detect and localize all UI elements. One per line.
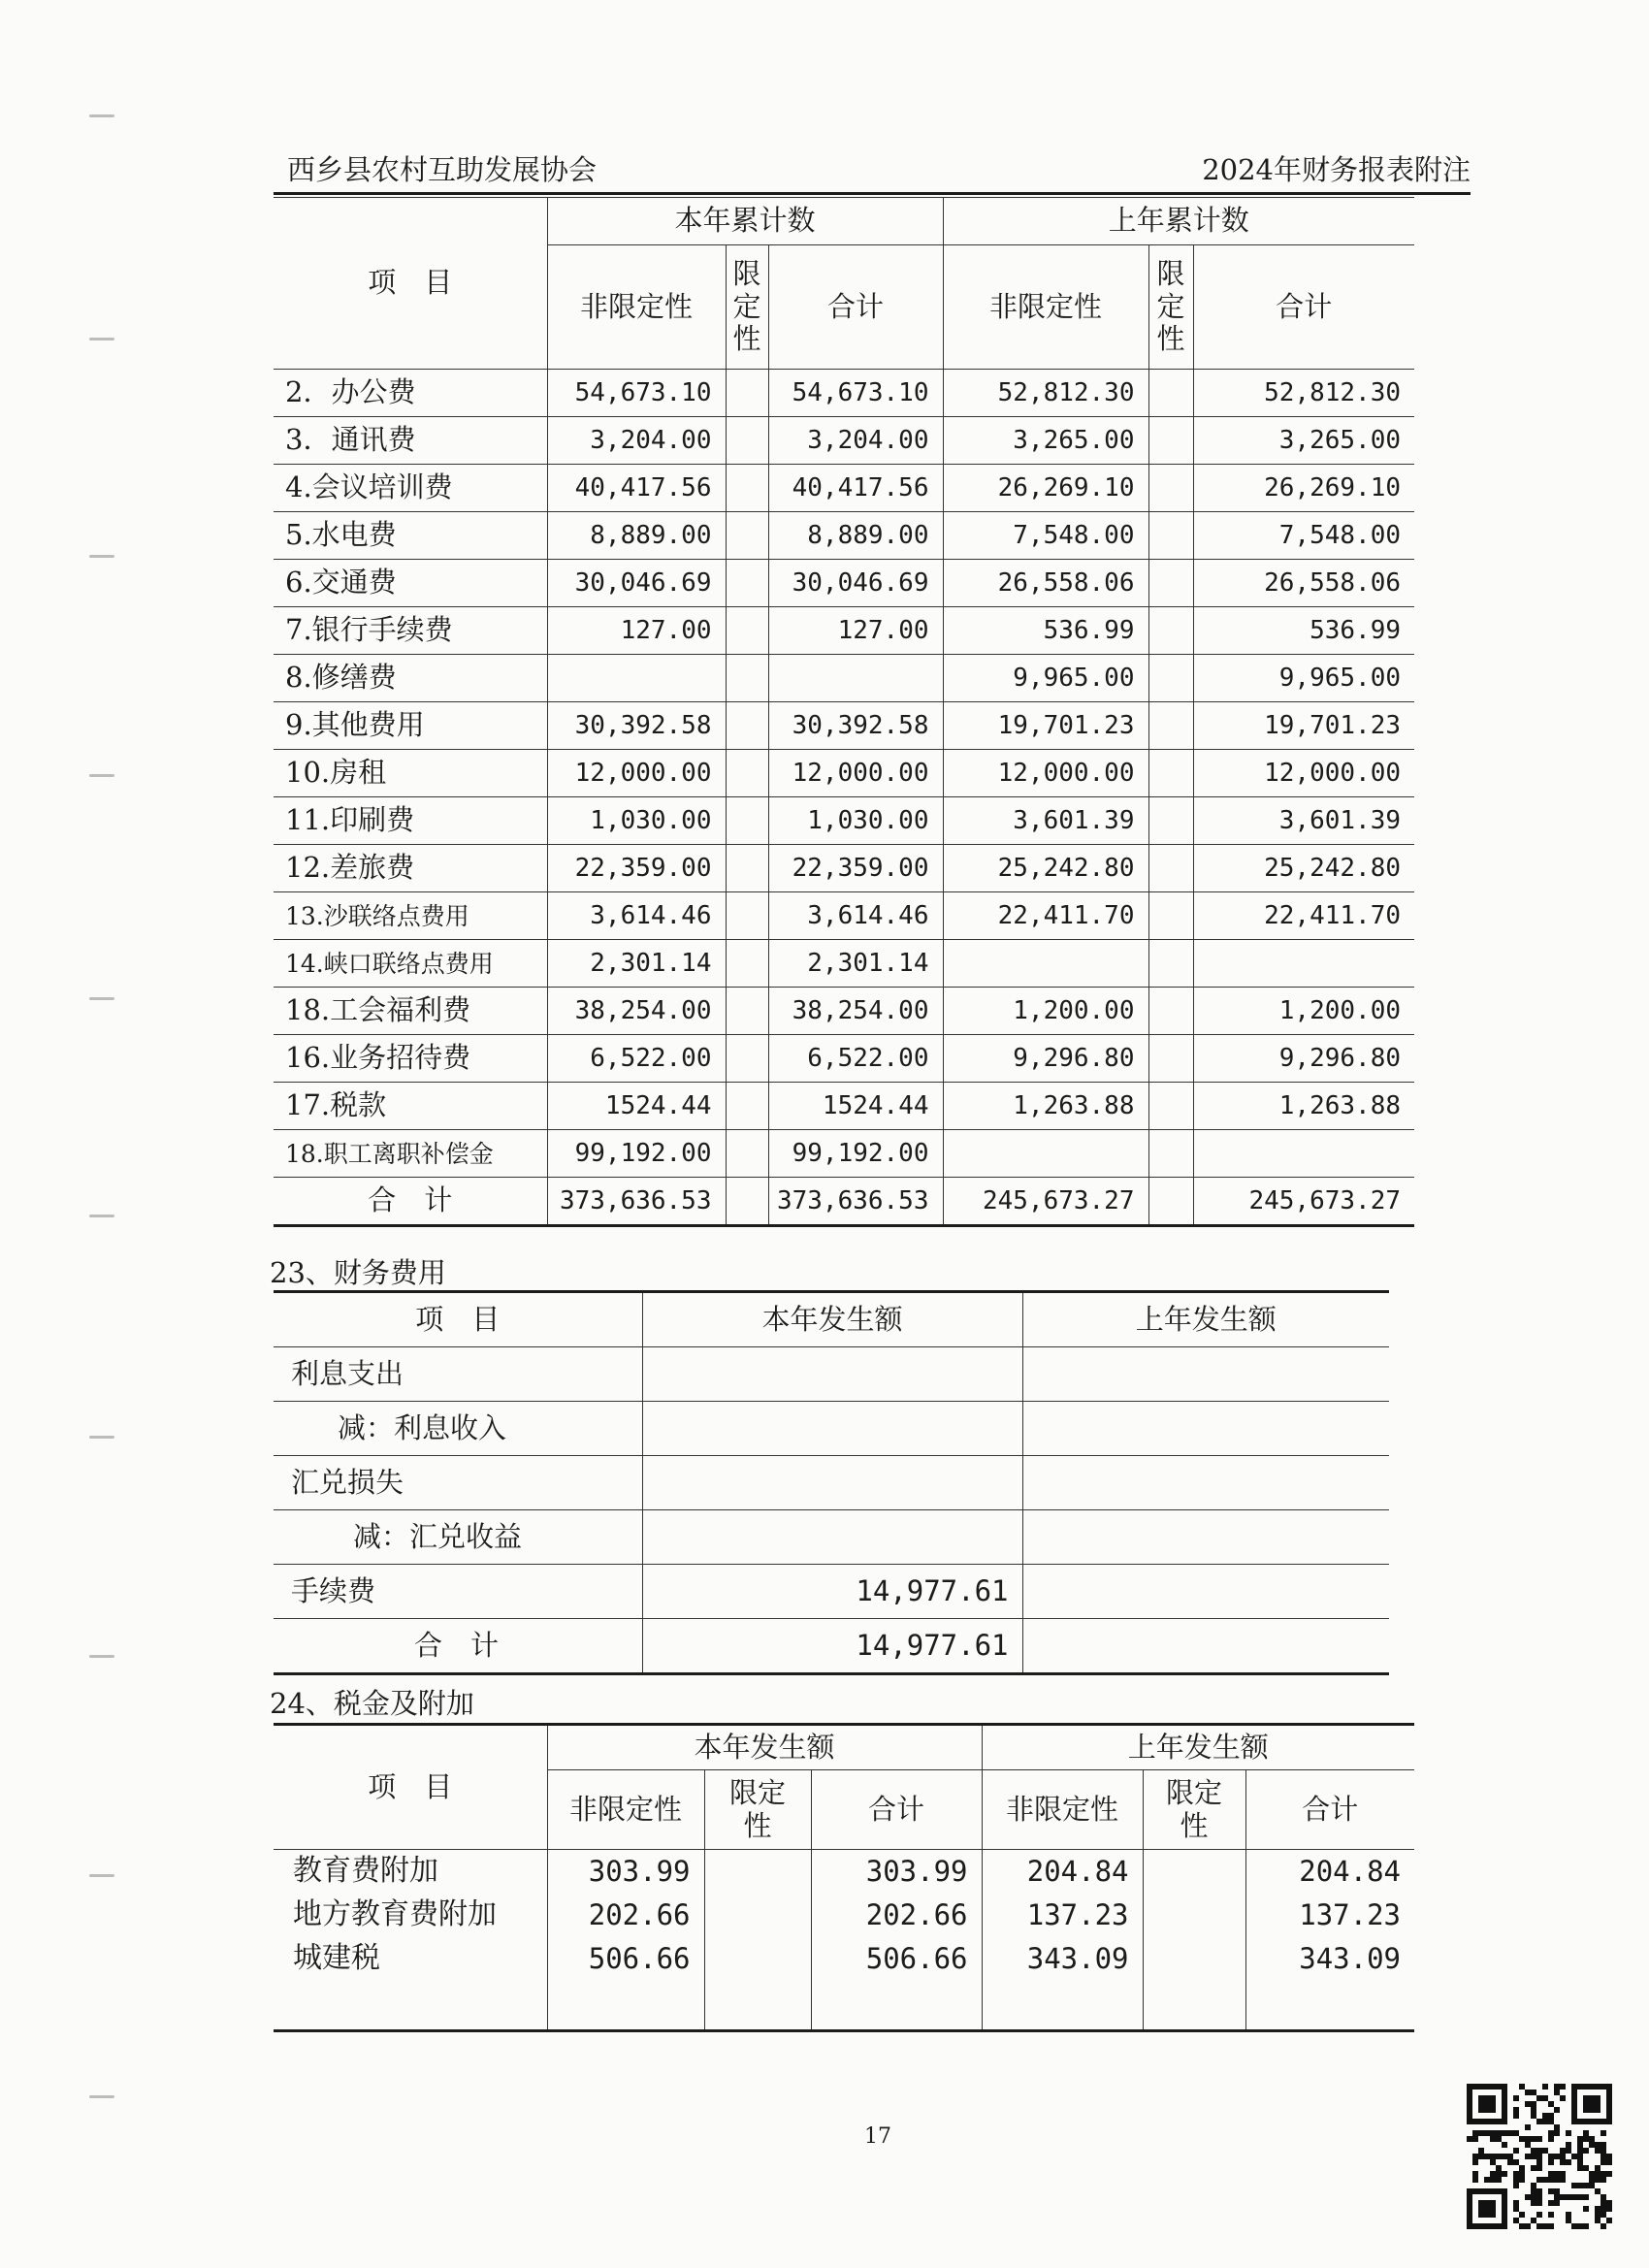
row-label: 4.会议培训费 bbox=[274, 465, 547, 512]
row-label: 减：汇兑收益 bbox=[274, 1510, 642, 1565]
prior-total: 22,411.70 bbox=[1193, 892, 1414, 940]
punch-mark bbox=[89, 555, 114, 558]
current-restricted bbox=[726, 940, 768, 988]
section-title-taxes: 24、税金及附加 bbox=[270, 1687, 474, 1720]
prior-unrestricted: 3,265.00 bbox=[943, 417, 1148, 465]
prior-amount bbox=[1022, 1510, 1389, 1565]
header-unrestricted: 非限定性 bbox=[943, 245, 1148, 370]
header-restricted: 限定性 bbox=[1148, 245, 1193, 370]
total-current-restricted bbox=[726, 1178, 768, 1226]
prior-restricted bbox=[1148, 1083, 1193, 1130]
prior-amount bbox=[1022, 1456, 1389, 1510]
row-label: 12.差旅费 bbox=[274, 845, 547, 892]
table-row bbox=[274, 1347, 1389, 1402]
row-label: 手续费 bbox=[274, 1565, 642, 1619]
header-item: 项 目 bbox=[274, 1292, 642, 1347]
header-current-year: 本年发生额 bbox=[547, 1725, 982, 1770]
table-row bbox=[274, 892, 1414, 940]
empty-cell bbox=[982, 1981, 1143, 2031]
current-total: 506.66 bbox=[811, 1937, 982, 1981]
current-restricted bbox=[726, 702, 768, 750]
empty-cell bbox=[1143, 1981, 1245, 2031]
prior-restricted bbox=[1148, 1130, 1193, 1178]
row-label: 地方教育费附加 bbox=[274, 1894, 547, 1937]
prior-restricted bbox=[1143, 1937, 1245, 1981]
table-row bbox=[274, 655, 1414, 702]
total-current: 14,977.61 bbox=[642, 1619, 1022, 1674]
prior-unrestricted: 204.84 bbox=[982, 1850, 1143, 1895]
table-row bbox=[274, 1035, 1414, 1083]
tax-surcharge-table bbox=[274, 1723, 1414, 2032]
current-restricted bbox=[726, 607, 768, 655]
prior-restricted bbox=[1148, 797, 1193, 845]
empty-cell bbox=[547, 1981, 704, 2031]
prior-total bbox=[1193, 940, 1414, 988]
table-row bbox=[274, 702, 1414, 750]
current-unrestricted: 3,614.46 bbox=[547, 892, 726, 940]
section-title-finance-expense: 23、财务费用 bbox=[270, 1256, 446, 1289]
current-restricted bbox=[726, 845, 768, 892]
prior-total: 52,812.30 bbox=[1193, 370, 1414, 417]
row-label: 11.印刷费 bbox=[274, 797, 547, 845]
prior-unrestricted: 343.09 bbox=[982, 1937, 1143, 1981]
empty-cell bbox=[1245, 1981, 1414, 2031]
prior-unrestricted: 137.23 bbox=[982, 1894, 1143, 1937]
current-unrestricted: 202.66 bbox=[547, 1894, 704, 1937]
current-total: 30,392.58 bbox=[768, 702, 943, 750]
punch-mark bbox=[89, 1655, 114, 1658]
prior-total: 137.23 bbox=[1245, 1894, 1414, 1937]
prior-unrestricted bbox=[943, 1130, 1148, 1178]
punch-mark bbox=[89, 338, 114, 340]
current-unrestricted: 3,204.00 bbox=[547, 417, 726, 465]
current-total: 30,046.69 bbox=[768, 560, 943, 607]
prior-total: 9,965.00 bbox=[1193, 655, 1414, 702]
current-unrestricted: 2,301.14 bbox=[547, 940, 726, 988]
prior-total: 9,296.80 bbox=[1193, 1035, 1414, 1083]
table-row bbox=[274, 1130, 1414, 1178]
table-row bbox=[274, 370, 1414, 417]
prior-unrestricted: 19,701.23 bbox=[943, 702, 1148, 750]
table-row bbox=[274, 1850, 1414, 1895]
current-unrestricted: 303.99 bbox=[547, 1850, 704, 1895]
row-label: 18.工会福利费 bbox=[274, 988, 547, 1035]
empty-cell bbox=[811, 1981, 982, 2031]
table-row bbox=[274, 1510, 1389, 1565]
current-total: 2,301.14 bbox=[768, 940, 943, 988]
header-unrestricted: 非限定性 bbox=[547, 1770, 704, 1850]
header-unrestricted: 非限定性 bbox=[547, 245, 726, 370]
current-amount bbox=[642, 1402, 1022, 1456]
header-restricted: 限定性 bbox=[704, 1770, 811, 1850]
current-total: 6,522.00 bbox=[768, 1035, 943, 1083]
current-unrestricted: 38,254.00 bbox=[547, 988, 726, 1035]
header-restricted: 限定性 bbox=[1143, 1770, 1245, 1850]
header-total: 合计 bbox=[1245, 1770, 1414, 1850]
prior-total: 25,242.80 bbox=[1193, 845, 1414, 892]
page-header bbox=[274, 146, 1471, 195]
prior-total: 536.99 bbox=[1193, 607, 1414, 655]
prior-amount bbox=[1022, 1565, 1389, 1619]
empty-cell bbox=[704, 1981, 811, 2031]
table-row bbox=[274, 512, 1414, 560]
current-unrestricted: 8,889.00 bbox=[547, 512, 726, 560]
prior-unrestricted: 9,965.00 bbox=[943, 655, 1148, 702]
header-restricted: 限定性 bbox=[726, 245, 768, 370]
current-unrestricted: 506.66 bbox=[547, 1937, 704, 1981]
current-restricted bbox=[726, 512, 768, 560]
table-row bbox=[274, 417, 1414, 465]
row-label: 减：利息收入 bbox=[274, 1402, 642, 1456]
table-row bbox=[274, 750, 1414, 797]
prior-restricted bbox=[1148, 560, 1193, 607]
total-prior bbox=[1022, 1619, 1389, 1674]
header-total: 合计 bbox=[768, 245, 943, 370]
header-unrestricted: 非限定性 bbox=[982, 1770, 1143, 1850]
row-label: 14.峡口联络点费用 bbox=[274, 940, 547, 988]
row-label: 汇兑损失 bbox=[274, 1456, 642, 1510]
table-row bbox=[274, 1937, 1414, 1981]
table-row bbox=[274, 988, 1414, 1035]
current-unrestricted bbox=[547, 655, 726, 702]
row-label: 8.修缮费 bbox=[274, 655, 547, 702]
current-restricted bbox=[704, 1894, 811, 1937]
finance-expense-table bbox=[274, 1290, 1389, 1675]
prior-unrestricted: 1,263.88 bbox=[943, 1083, 1148, 1130]
current-total: 3,614.46 bbox=[768, 892, 943, 940]
prior-unrestricted: 12,000.00 bbox=[943, 750, 1148, 797]
header-total: 合计 bbox=[811, 1770, 982, 1850]
current-restricted bbox=[704, 1937, 811, 1981]
current-total: 202.66 bbox=[811, 1894, 982, 1937]
row-label: 18.职工离职补偿金 bbox=[274, 1130, 547, 1178]
prior-unrestricted: 7,548.00 bbox=[943, 512, 1148, 560]
prior-restricted bbox=[1148, 702, 1193, 750]
current-restricted bbox=[726, 560, 768, 607]
row-label: 7.银行手续费 bbox=[274, 607, 547, 655]
punch-mark bbox=[89, 774, 114, 777]
total-prior-total: 245,673.27 bbox=[1193, 1178, 1414, 1226]
current-restricted bbox=[726, 797, 768, 845]
prior-restricted bbox=[1148, 988, 1193, 1035]
total-current-unrestricted: 373,636.53 bbox=[547, 1178, 726, 1226]
row-label: 17.税款 bbox=[274, 1083, 547, 1130]
current-unrestricted: 12,000.00 bbox=[547, 750, 726, 797]
prior-unrestricted: 52,812.30 bbox=[943, 370, 1148, 417]
current-total: 12,000.00 bbox=[768, 750, 943, 797]
prior-restricted bbox=[1148, 750, 1193, 797]
prior-unrestricted: 22,411.70 bbox=[943, 892, 1148, 940]
prior-total: 1,263.88 bbox=[1193, 1083, 1414, 1130]
table-row bbox=[274, 1565, 1389, 1619]
table-row bbox=[274, 1083, 1414, 1130]
prior-restricted bbox=[1148, 370, 1193, 417]
header-item: 项 目 bbox=[274, 1725, 547, 1850]
current-unrestricted: 22,359.00 bbox=[547, 845, 726, 892]
current-unrestricted: 30,046.69 bbox=[547, 560, 726, 607]
row-label: 城建税 bbox=[274, 1937, 547, 1981]
current-restricted bbox=[726, 988, 768, 1035]
prior-unrestricted: 536.99 bbox=[943, 607, 1148, 655]
total-label: 合 计 bbox=[274, 1178, 547, 1226]
organization-name: 西乡县农村互助发展协会 bbox=[287, 153, 598, 186]
current-unrestricted: 1,030.00 bbox=[547, 797, 726, 845]
prior-total: 204.84 bbox=[1245, 1850, 1414, 1895]
punch-mark bbox=[89, 1436, 114, 1439]
prior-total: 3,265.00 bbox=[1193, 417, 1414, 465]
prior-total: 26,558.06 bbox=[1193, 560, 1414, 607]
prior-total bbox=[1193, 1130, 1414, 1178]
row-label: 利息支出 bbox=[274, 1347, 642, 1402]
header-current-year: 本年发生额 bbox=[642, 1292, 1022, 1347]
prior-unrestricted: 9,296.80 bbox=[943, 1035, 1148, 1083]
prior-total: 3,601.39 bbox=[1193, 797, 1414, 845]
current-total: 303.99 bbox=[811, 1850, 982, 1895]
prior-unrestricted: 1,200.00 bbox=[943, 988, 1148, 1035]
prior-restricted bbox=[1148, 655, 1193, 702]
prior-total: 343.09 bbox=[1245, 1937, 1414, 1981]
current-unrestricted: 54,673.10 bbox=[547, 370, 726, 417]
prior-restricted bbox=[1143, 1850, 1245, 1895]
prior-total: 26,269.10 bbox=[1193, 465, 1414, 512]
current-restricted bbox=[704, 1850, 811, 1895]
current-unrestricted: 127.00 bbox=[547, 607, 726, 655]
row-label: 5.水电费 bbox=[274, 512, 547, 560]
punch-mark bbox=[89, 1874, 114, 1877]
row-label: 9.其他费用 bbox=[274, 702, 547, 750]
punch-mark bbox=[89, 997, 114, 1000]
current-restricted bbox=[726, 892, 768, 940]
prior-restricted bbox=[1143, 1894, 1245, 1937]
prior-restricted bbox=[1148, 417, 1193, 465]
current-total: 3,204.00 bbox=[768, 417, 943, 465]
table-row bbox=[274, 1456, 1389, 1510]
current-unrestricted: 6,522.00 bbox=[547, 1035, 726, 1083]
total-label: 合 计 bbox=[274, 1619, 642, 1674]
empty-cell bbox=[274, 1981, 547, 2031]
prior-restricted bbox=[1148, 465, 1193, 512]
current-amount bbox=[642, 1347, 1022, 1402]
prior-total: 19,701.23 bbox=[1193, 702, 1414, 750]
table-row bbox=[274, 465, 1414, 512]
row-label: 13.沙联络点费用 bbox=[274, 892, 547, 940]
document-title: 2024年财务报表附注 bbox=[1202, 153, 1471, 186]
current-total: 127.00 bbox=[768, 607, 943, 655]
current-restricted bbox=[726, 370, 768, 417]
header-total: 合计 bbox=[1193, 245, 1414, 370]
current-total: 1,030.00 bbox=[768, 797, 943, 845]
table-row bbox=[274, 845, 1414, 892]
punch-mark bbox=[89, 114, 114, 117]
table-row bbox=[274, 797, 1414, 845]
current-unrestricted: 1524.44 bbox=[547, 1083, 726, 1130]
current-total: 40,417.56 bbox=[768, 465, 943, 512]
total-prior-restricted bbox=[1148, 1178, 1193, 1226]
current-restricted bbox=[726, 1035, 768, 1083]
header-prior-year: 上年发生额 bbox=[1022, 1292, 1389, 1347]
qr-code bbox=[1467, 2084, 1612, 2229]
current-restricted bbox=[726, 1083, 768, 1130]
row-label: 3．通讯费 bbox=[274, 417, 547, 465]
current-total: 22,359.00 bbox=[768, 845, 943, 892]
prior-unrestricted: 25,242.80 bbox=[943, 845, 1148, 892]
prior-restricted bbox=[1148, 607, 1193, 655]
row-label: 2．办公费 bbox=[274, 370, 547, 417]
prior-unrestricted: 26,269.10 bbox=[943, 465, 1148, 512]
current-total bbox=[768, 655, 943, 702]
prior-unrestricted bbox=[943, 940, 1148, 988]
table-row bbox=[274, 940, 1414, 988]
prior-total: 7,548.00 bbox=[1193, 512, 1414, 560]
prior-restricted bbox=[1148, 892, 1193, 940]
expense-table bbox=[274, 197, 1414, 1227]
header-current-year: 本年累计数 bbox=[547, 198, 943, 245]
prior-unrestricted: 26,558.06 bbox=[943, 560, 1148, 607]
current-unrestricted: 99,192.00 bbox=[547, 1130, 726, 1178]
header-prior-year: 上年累计数 bbox=[943, 198, 1414, 245]
prior-total: 1,200.00 bbox=[1193, 988, 1414, 1035]
current-restricted bbox=[726, 1130, 768, 1178]
current-restricted bbox=[726, 750, 768, 797]
current-restricted bbox=[726, 465, 768, 512]
current-total: 99,192.00 bbox=[768, 1130, 943, 1178]
prior-restricted bbox=[1148, 845, 1193, 892]
punch-mark bbox=[89, 1215, 114, 1217]
current-total: 54,673.10 bbox=[768, 370, 943, 417]
current-total: 38,254.00 bbox=[768, 988, 943, 1035]
current-unrestricted: 30,392.58 bbox=[547, 702, 726, 750]
prior-amount bbox=[1022, 1402, 1389, 1456]
current-total: 8,889.00 bbox=[768, 512, 943, 560]
table-row bbox=[274, 1894, 1414, 1937]
prior-unrestricted: 3,601.39 bbox=[943, 797, 1148, 845]
total-current-total: 373,636.53 bbox=[768, 1178, 943, 1226]
current-unrestricted: 40,417.56 bbox=[547, 465, 726, 512]
current-total: 1524.44 bbox=[768, 1083, 943, 1130]
prior-total: 12,000.00 bbox=[1193, 750, 1414, 797]
table-row bbox=[274, 560, 1414, 607]
row-label: 10.房租 bbox=[274, 750, 547, 797]
current-amount bbox=[642, 1456, 1022, 1510]
prior-restricted bbox=[1148, 512, 1193, 560]
prior-restricted bbox=[1148, 940, 1193, 988]
page-number: 17 bbox=[864, 2124, 891, 2149]
total-prior-unrestricted: 245,673.27 bbox=[943, 1178, 1148, 1226]
row-label: 6.交通费 bbox=[274, 560, 547, 607]
row-label: 16.业务招待费 bbox=[274, 1035, 547, 1083]
header-item: 项 目 bbox=[274, 198, 547, 370]
table-row bbox=[274, 1402, 1389, 1456]
current-amount bbox=[642, 1510, 1022, 1565]
header-prior-year: 上年发生额 bbox=[982, 1725, 1414, 1770]
row-label: 教育费附加 bbox=[274, 1850, 547, 1895]
prior-restricted bbox=[1148, 1035, 1193, 1083]
current-amount: 14,977.61 bbox=[642, 1565, 1022, 1619]
punch-mark bbox=[89, 2095, 114, 2098]
prior-amount bbox=[1022, 1347, 1389, 1402]
table-row bbox=[274, 607, 1414, 655]
current-restricted bbox=[726, 655, 768, 702]
current-restricted bbox=[726, 417, 768, 465]
